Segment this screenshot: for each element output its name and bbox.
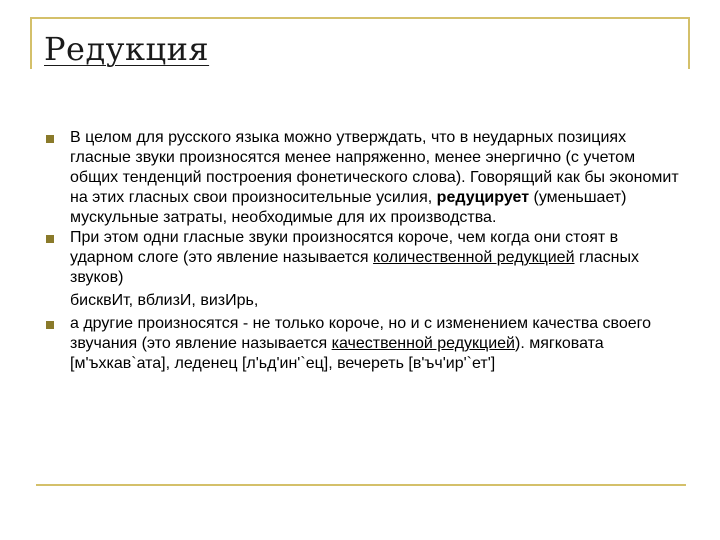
item-3-underlined-term: качественной редукцией — [331, 335, 515, 352]
title-frame-left — [30, 17, 32, 69]
square-bullet-icon — [46, 321, 54, 329]
item-3-text-b: ). мягковата [м'ъхкав`ата], леденец [л'ьд'ин'`ец], вечереть [в'ъч'ир'`ет'] — [70, 335, 604, 372]
item-1-bold-term: редуцирует — [436, 189, 530, 206]
title-frame-right — [688, 17, 690, 69]
item-1-text-b: (уменьшает) мускульные затраты, необходимые для их производства. — [70, 189, 627, 226]
item-2-underlined-term: количественной редукцией — [373, 249, 575, 266]
square-bullet-icon — [46, 135, 54, 143]
slide-title: Редукция — [44, 30, 210, 68]
square-bullet-icon — [46, 235, 54, 243]
item-1-text-a: В целом для русского языка можно утверждать, что в неударных позициях гласные звуки произносятся менее напряженно, менее энергично (с учетом общих тенденций построения фонетического слова). Говорящий как бы экономит на этих гласных свои произносительные усилия, — [70, 129, 679, 206]
bullet-item-2 — [44, 228, 684, 288]
item-2-text-b: гласных звуков) — [70, 249, 639, 286]
slide-content — [44, 128, 684, 374]
examples-line: бисквИт, вблизИ, визИрь, — [70, 292, 259, 309]
item-3-text-a: а другие произносятся - не только короче, но и с изменением качества своего звучания (это явление называется — [70, 315, 652, 352]
bottom-divider — [36, 484, 686, 486]
title-frame-top — [30, 17, 690, 19]
bullet-item-1 — [44, 128, 684, 228]
item-2-text-a: При этом одни гласные звуки произносятся короче, чем когда они стоят в ударном слоге (это явление называется — [70, 229, 619, 266]
bullet-item-3 — [44, 314, 684, 374]
